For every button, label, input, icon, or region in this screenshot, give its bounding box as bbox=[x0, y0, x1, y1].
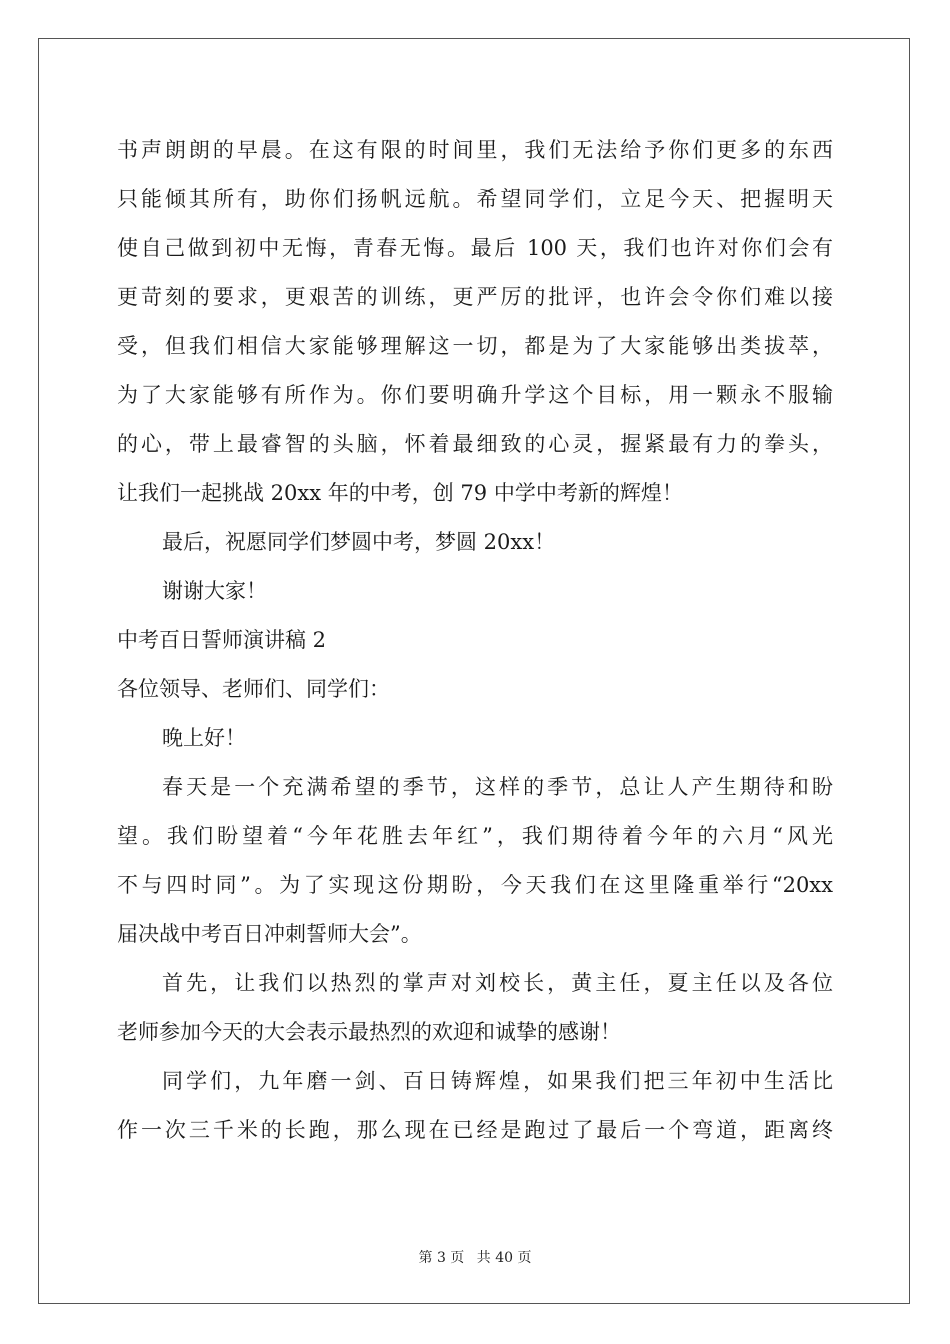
page-total: 共 40 页 bbox=[476, 1250, 532, 1266]
salutation: 各位领导、老师们、同学们： bbox=[117, 677, 390, 701]
text-line: 谢谢大家！ bbox=[162, 579, 267, 603]
document-body bbox=[117, 126, 833, 1155]
text-line: 让我们一起挑战 20xx 年的中考，创 79 中学中考新的辉煌！ bbox=[117, 481, 683, 505]
text-line: 使自己做到初中无悔，青春无悔。最后 100 天，我们也许对你们会有 bbox=[117, 236, 833, 260]
text-line: 作一次三千米的长跑，那么现在已经是跑过了最后一个弯道，距离终 bbox=[117, 1118, 833, 1142]
text-line: 受，但我们相信大家能够理解这一切，都是为了大家能够出类拔萃， bbox=[117, 334, 833, 358]
text-line: 春天是一个充满希望的季节，这样的季节，总让人产生期待和盼 bbox=[162, 775, 833, 799]
text-line: 望。我们盼望着“今年花胜去年红”，我们期待着今年的六月“风光 bbox=[117, 824, 833, 848]
text-line: 书声朗朗的早晨。在这有限的时间里，我们无法给予你们更多的东西 bbox=[117, 138, 833, 162]
text-line: 最后，祝愿同学们梦圆中考，梦圆 20xx！ bbox=[162, 530, 556, 554]
text-line: 首先，让我们以热烈的掌声对刘校长，黄主任，夏主任以及各位 bbox=[162, 971, 833, 995]
text-line: 为了大家能够有所作为。你们要明确升学这个目标，用一颗永不服输 bbox=[117, 383, 833, 407]
text-line: 更苛刻的要求，更艰苦的训练，更严厉的批评，也许会令你们难以接 bbox=[117, 285, 833, 309]
greeting: 晚上好！ bbox=[162, 726, 246, 750]
section-title: 中考百日誓师演讲稿 2 bbox=[117, 628, 327, 652]
text-line: 届决战中考百日冲刺誓师大会”。 bbox=[117, 922, 422, 946]
page-footer bbox=[0, 1247, 950, 1267]
text-line: 不与四时同”。为了实现这份期盼，今天我们在这里隆重举行“20xx bbox=[117, 873, 833, 897]
text-line: 同学们，九年磨一剑、百日铸辉煌，如果我们把三年初中生活比 bbox=[162, 1069, 833, 1093]
text-line: 只能倾其所有，助你们扬帆远航。希望同学们，立足今天、把握明天 bbox=[117, 187, 833, 211]
page-number: 第 3 页 bbox=[418, 1250, 465, 1266]
text-line: 的心，带上最睿智的头脑，怀着最细致的心灵，握紧最有力的拳头， bbox=[117, 432, 833, 456]
text-line: 老师参加今天的大会表示最热烈的欢迎和诚挚的感谢！ bbox=[117, 1020, 621, 1044]
